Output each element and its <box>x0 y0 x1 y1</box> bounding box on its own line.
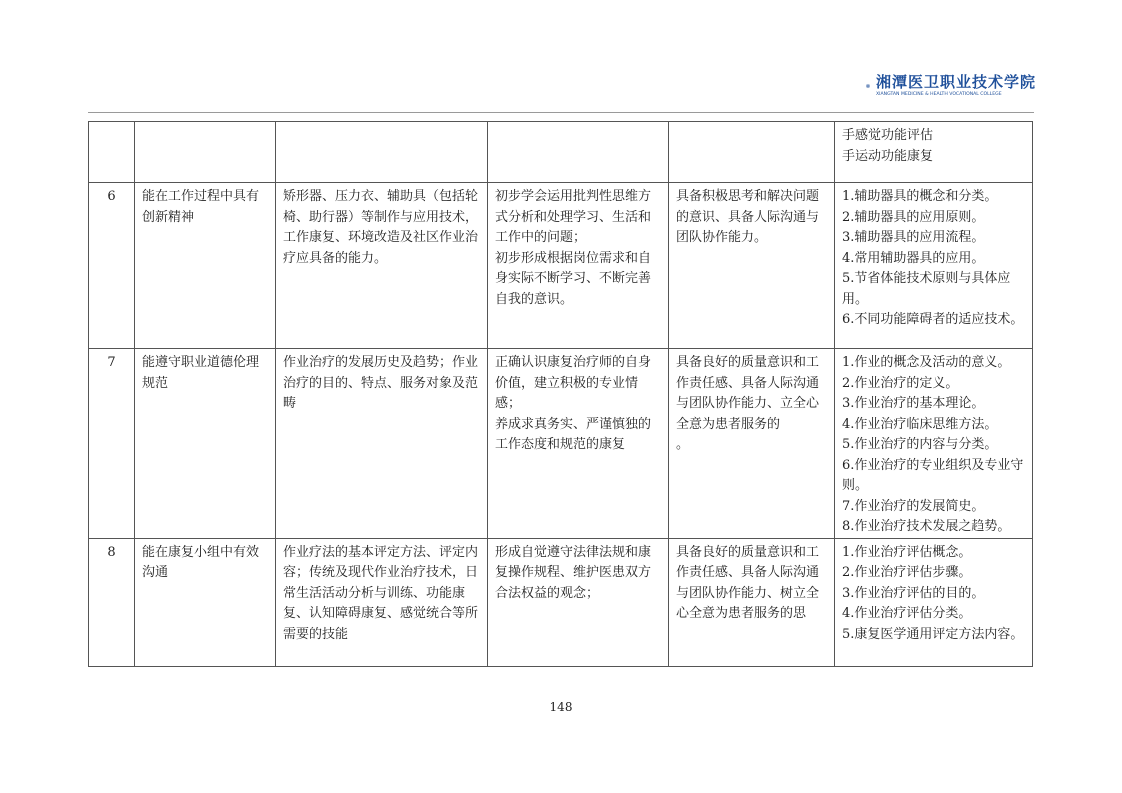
cell-content <box>835 538 1033 666</box>
cell-knowledge <box>276 122 488 183</box>
cell-quality: 形成自觉遵守法律法规和康复操作规程、维护医患双方合法权益的观念； <box>488 538 669 666</box>
page-number: 148 <box>549 700 573 714</box>
table-row <box>89 122 1033 183</box>
cell-num <box>89 122 135 183</box>
cell-ability <box>135 122 276 183</box>
content-list-item: 7.作业治疗的发展简史。 <box>842 498 985 514</box>
content-list-item: 2.作业治疗评估步骤。 <box>842 565 972 580</box>
cell-ability: 能在康复小组中有效沟通 <box>135 538 276 666</box>
content-list-item: 3.作业治疗的基本理论。 <box>842 396 985 411</box>
content-list-item: 8.作业治疗技术发展之趋势。 <box>842 519 1011 534</box>
content-list-item: 手感觉功能评估 <box>842 128 934 143</box>
content-list-item: 1.辅助器具的概念和分类。 <box>842 189 998 204</box>
content-list-item: 1.作业治疗评估概念。 <box>842 544 972 560</box>
cell-paragraph: 具备良好的质量意识和工作责任感、具备人际沟通与团队协作能力、立全心全意为患者服务的 <box>676 355 820 432</box>
content-list-item: 4.作业治疗临床思维方法。 <box>842 416 998 432</box>
cell-quality <box>488 349 669 539</box>
table-row <box>89 349 1033 539</box>
cell-knowledge: 作业疗法的基本评定方法、评定内容；传统及现代作业治疗技术，日常生活活动分析与训练、功能康复、认知障碍康复、感觉统合等所需要的技能 <box>276 538 488 666</box>
content-list-item: 2.作业治疗的定义。 <box>842 375 959 391</box>
college-seal-icon <box>866 69 870 103</box>
cell-knowledge: 作业治疗的发展历史及趋势；作业治疗的目的、特点、服务对象及范畴 <box>276 349 488 539</box>
cell-ability: 能遵守职业道德伦理规范 <box>135 349 276 539</box>
cell-paragraph: 初步学会运用批判性思维方式分析和处理学习、生活和工作中的问题； <box>495 189 652 245</box>
cell-num: 6 <box>89 183 135 349</box>
table-row <box>89 183 1033 349</box>
content-list-item: 4.作业治疗评估分类。 <box>842 606 972 621</box>
cell-paragraph: 初步形成根据岗位需求和自身实际不断学习、不断完善自我的意识。 <box>495 250 652 307</box>
content-list-item: 4.常用辅助器具的应用。 <box>842 250 985 266</box>
cell-paragraph: 正确认识康复治疗师的自身价值，建立积极的专业情感； <box>495 355 652 411</box>
cell-content <box>835 122 1033 183</box>
cell-paragraph: 。 <box>676 437 690 452</box>
content-list-item: 3.辅助器具的应用流程。 <box>842 230 985 245</box>
curriculum-table <box>88 121 1033 667</box>
cell-quality <box>488 122 669 183</box>
cell-ability: 能在工作过程中具有创新精神 <box>135 183 276 349</box>
table-body <box>89 122 1033 667</box>
content-list-item: 6.作业治疗的专业组织及专业守则。 <box>842 457 1024 493</box>
cell-num: 7 <box>89 349 135 539</box>
cell-literacy: 具备良好的质量意识和工作责任感、具备人际沟通与团队协作能力、树立全心全意为患者服务的思 <box>669 538 835 666</box>
cell-content <box>835 183 1033 349</box>
logo-text <box>875 72 1036 98</box>
cell-quality <box>488 183 669 349</box>
table-row <box>89 538 1033 666</box>
cell-literacy <box>669 349 835 539</box>
cell-paragraph: 养成求真务实、严谨慎独的工作态度和规范的康复 <box>495 416 652 452</box>
content-list-item: 2.辅助器具的应用原则。 <box>842 209 985 225</box>
content-list-item: 5.康复医学通用评定方法内容。 <box>842 626 1024 642</box>
content-list-item: 3.作业治疗评估的目的。 <box>842 585 985 601</box>
header-rule <box>88 112 1034 113</box>
content-list-item: 1.作业的概念及活动的意义。 <box>842 355 1011 370</box>
cell-literacy: 具备积极思考和解决问题的意识、具备人际沟通与团队协作能力。 <box>669 183 835 349</box>
cell-num: 8 <box>89 538 135 666</box>
content-list-item: 手运动功能康复 <box>842 148 934 164</box>
content-list-item: 5.节省体能技术原则与具体应用。 <box>842 271 1011 307</box>
logo-chinese-name: 湘潭医卫职业技术学院 <box>875 72 1036 91</box>
college-logo <box>866 66 1036 106</box>
cell-literacy <box>669 122 835 183</box>
logo-english-name: XIANGTAN MEDICINE & HEALTH VOCATIONAL COLLEGE <box>875 91 1002 97</box>
content-list-item: 5.作业治疗的内容与分类。 <box>842 437 998 452</box>
cell-content <box>835 349 1033 539</box>
cell-knowledge: 矫形器、压力衣、辅助具（包括轮椅、助行器）等制作与应用技术，工作康复、环境改造及社区作业治疗应具备的能力。 <box>276 183 488 349</box>
content-list-item: 6.不同功能障碍者的适应技术。 <box>842 312 1024 327</box>
